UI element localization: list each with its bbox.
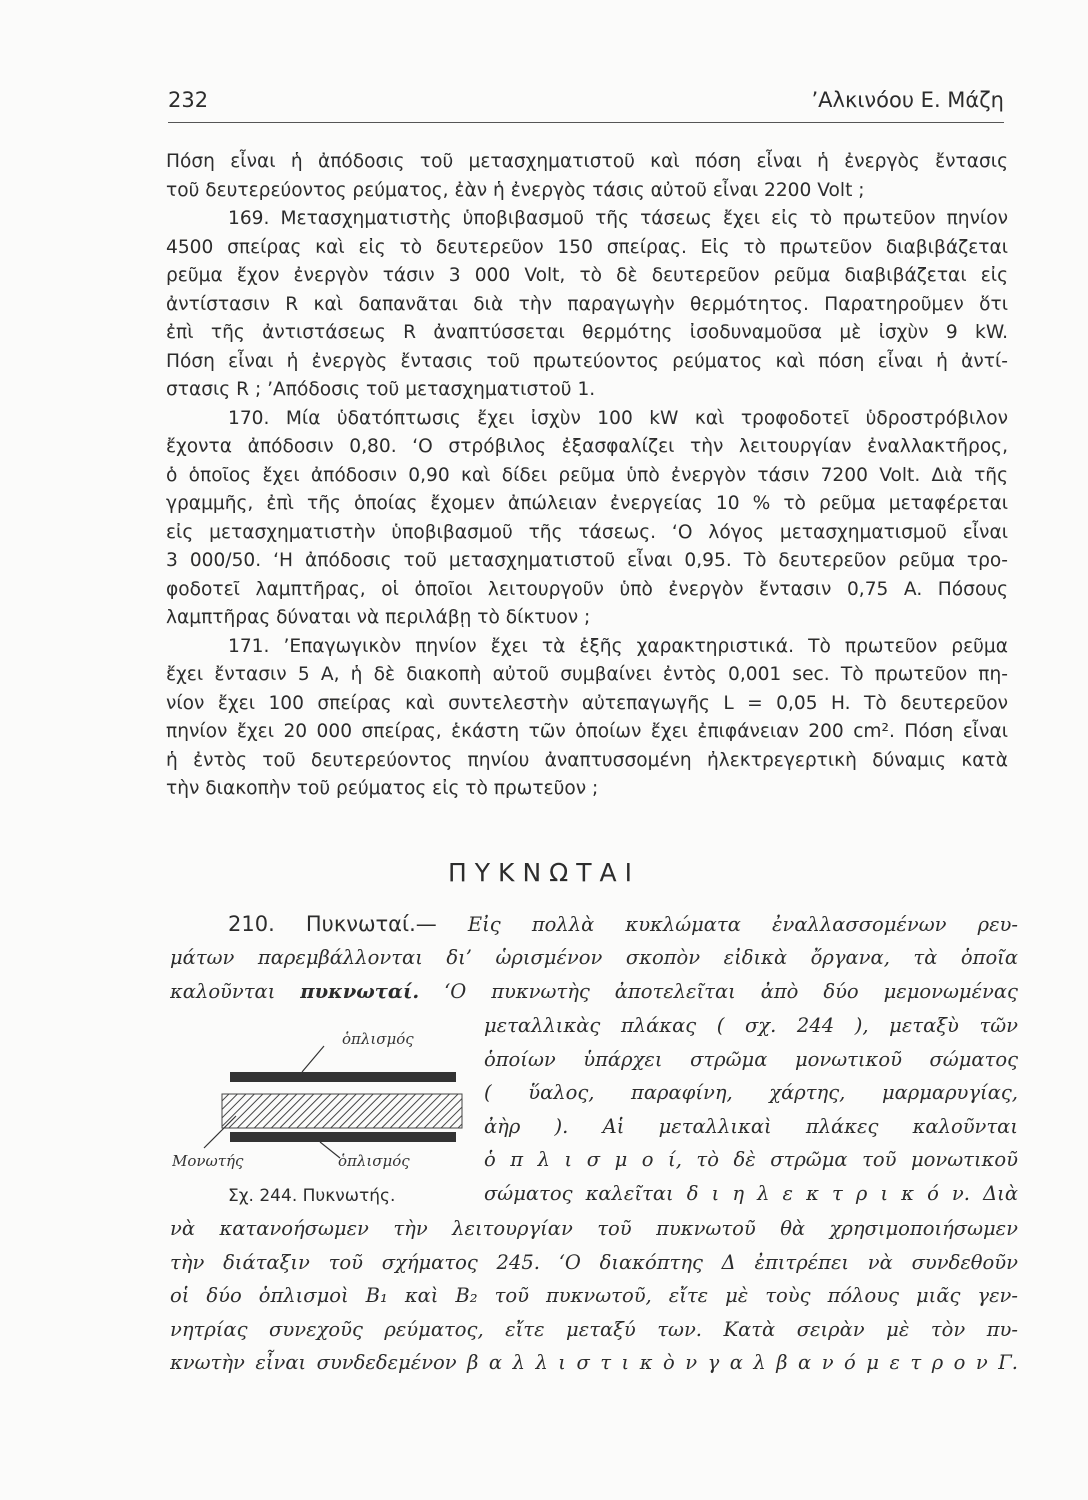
text-line: στασις R ; ’Απόδοσις τοῦ μετασχηματιστοῦ 1. — [166, 379, 596, 400]
text-line: φοδοτεῖ λαμπτῆρας, οἱ ὁποῖοι λειτουργοῦν ὑπὸ ἐνεργὸν ἔντασιν 0,75 A. Πόσους — [166, 578, 1008, 600]
text-line: 3 000/50. ‘Η ἀπόδοσις τοῦ μετασχηματιστοῦ εἶναι 0,95. Τὸ δευτερεῦον ρεῦμα τρο- — [166, 550, 1008, 571]
label-upper-plate: ὁπλισμός — [342, 1030, 414, 1048]
header-rule — [168, 122, 1004, 123]
exercise-171: 171. ’Επαγωγικὸν πηνίον ἔχει τὰ ἑξῆς χαρακτηριστικά. Τὸ πρωτεῦον ρεῦμα — [228, 635, 1008, 657]
text-line: τὴν διακοπὴν τοῦ ρεύματος εἰς τὸ πρωτεῦον ; — [166, 778, 599, 799]
page-header — [168, 84, 1004, 118]
section-heading: Πυκνωταί.— — [305, 912, 437, 936]
text-line: ἡ ἐντὸς τοῦ δευτερεύοντος πηνίου ἀναπτυσσομένη ἠλεκτρεγερτικὴ δύναμις κατὰ — [166, 749, 1008, 771]
text-line: τοῦ δευτερεύοντος ρεύματος, ἐὰν ἡ ἐνεργὸς τάσις αὐτοῦ εἶναι 2200 Volt ; — [166, 179, 865, 201]
text-line: ἔχει ἔντασιν 5 A, ἡ δὲ διακοπὴ αὐτοῦ συμβαίνει ἐντὸς 0,001 sec. Τὸ πρωτεῦον πη- — [166, 664, 1008, 685]
term-pyknotai: πυκνωταί. — [300, 979, 420, 1003]
lower-plate — [230, 1132, 456, 1142]
text-line: ( ὕαλος, παραφίνη, χάρτης, μαρμαρυγίας, — [484, 1081, 1018, 1104]
dielectric — [222, 1094, 462, 1128]
text-line: νὰ κατανοήσωμεν τὴν λειτουργίαν τοῦ πυκνωτοῦ θὰ χρησιμοποιήσωμεν — [170, 1217, 1018, 1240]
text-line: μάτων παρεμβάλλονται δι’ ὡρισμένον σκοπὸν εἰδικὰ ὄργανα, τὰ ὁποῖα — [170, 946, 1018, 969]
text-line: νίον ἔχει 100 σπείρας καὶ συντελεστὴν αὐτεπαγωγῆς L = 0,05 H. Τὸ δευτερεῦον — [166, 692, 1008, 714]
text-line: ἐπὶ τῆς ἀντιστάσεως R ἀναπτύσσεται θερμότης ἰσοδυναμοῦσα μὲ ἰσχὺν 9 kW. — [166, 322, 1008, 343]
text-fragment: ‘Ο πυκνωτὴς ἀποτελεῖται ἀπὸ δύο μεμονωμένας — [444, 979, 1018, 1003]
text-line: ἔχοντα ἀπόδοσιν 0,80. ‘Ο στρόβιλος ἐξασφαλίζει τὴν λειτουργίαν ἐναλλακτῆρος, — [166, 436, 1008, 457]
section-210-intro — [228, 908, 1018, 942]
text-line: νητρίας συνεχοῦς ρεύματος, εἴτε μεταξύ των. Κατὰ σειρὰν μὲ τὸν πυ- — [170, 1317, 1018, 1341]
text-line: λαμπτῆρας δύναται νὰ περιλάβῃ τὸ δίκτυον ; — [166, 607, 591, 628]
text-line: μεταλλικὰς πλάκας ( σχ. 244 ), μεταξὺ τῶν — [484, 1014, 1018, 1037]
text-line: 4500 σπείρας καὶ εἰς τὸ δευτερεῦον 150 σπείρας. Εἰς τὸ πρωτεῦον διαβιβάζεται — [166, 236, 1008, 258]
section-title: ΠΥΚΝΩΤΑΙ — [447, 858, 640, 887]
text-line: οἱ δύο ὁπλισμοὶ B₁ καὶ B₂ τοῦ πυκνωτοῦ, εἴτε μὲ τοὺς πόλους μιᾶς γεν- — [170, 1284, 1018, 1307]
wrapped-text — [484, 1009, 1018, 1210]
text-line: ἀὴρ ). Αἱ μεταλλικαὶ πλάκες καλοῦνται — [484, 1114, 1018, 1138]
leader-line — [302, 1046, 324, 1072]
figure-caption: Σχ. 244. Πυκνωτής. — [228, 1186, 396, 1206]
label-lower-plate: ὁπλισμός — [338, 1152, 410, 1170]
closing-text — [170, 1212, 1018, 1380]
text-line: ὁ π λ ι σ μ ο ί, τὸ δὲ στρῶμα τοῦ μονωτικοῦ — [484, 1148, 1018, 1171]
text-line: κνωτὴν εἶναι συνδεδεμένον β α λ λ ι σ τ ι κ ὸ ν γ α λ β α ν ό μ ε τ ρ ο ν Γ. — [170, 1351, 1018, 1374]
text-line: τὴν διάταξιν τοῦ σχήματος 245. ‘Ο διακόπτης Δ ἐπιτρέπει νὰ συνδεθοῦν — [170, 1250, 1018, 1274]
text-line — [170, 975, 1018, 1009]
leader-line — [320, 1142, 340, 1158]
upper-plate — [230, 1072, 456, 1082]
text-line: ἀντίστασιν R καὶ δαπανᾶται διὰ τὴν παραγωγὴν θερμότητος. Παρατηροῦμεν ὅτι — [166, 293, 1008, 315]
label-insulator: Μονωτής — [172, 1152, 244, 1170]
text-line: Πόση εἶναι ἡ ἀπόδοσις τοῦ μετασχηματιστοῦ καὶ πόση εἶναι ἡ ἐνεργὸς ἔντασις — [166, 151, 1008, 172]
text-line: Πόση εἶναι ἡ ἐνεργὸς ἔντασις τοῦ πρωτεύοντος ρεύματος καὶ πόση εἶναι ἡ ἀντί- — [166, 350, 1008, 372]
capacitor-figure — [172, 1006, 472, 1216]
text-line: εἰς μετασχηματιστὴν ὑποβιβασμοῦ τῆς τάσεως. ‘Ο λόγος μετασχηματισμοῦ εἶναι — [166, 521, 1008, 543]
text-line — [228, 908, 1018, 942]
text-line: ρεῦμα ἔχον ἐνεργὸν τάσιν 3 000 Volt, τὸ δὲ δευτερεῦον ρεῦμα διαβιβάζεται εἰς — [166, 265, 1008, 286]
text-line: γραμμῆς, ἐπὶ τῆς ὁποίας ἔχομεν ἀπώλειαν ἐνεργείας 10 % τὸ ρεῦμα μεταφέρεται — [166, 493, 1008, 514]
exercise-170: 170. Μία ὑδατόπτωσις ἔχει ἰσχὺν 100 kW καὶ τροφοδοτεῖ ὑδροστρόβιλον — [228, 407, 1008, 429]
text-line: πηνίον ἔχει 20 000 σπείρας, ἑκάστη τῶν ὁποίων ἔχει ἐπιφάνειαν 200 cm². Πόση εἶναι — [166, 721, 1008, 742]
text-fragment: καλοῦνται — [170, 979, 276, 1003]
capacitor-diagram — [172, 1006, 472, 1216]
page-number: 232 — [168, 88, 209, 112]
text-fragment: Εἰς πολλὰ κυκλώματα ἐναλλασσομένων ρευ- — [467, 913, 1018, 936]
running-head: ’Αλκινόου Ε. Μάζη — [811, 88, 1004, 112]
exercise-169: 169. Μετασχηματιστὴς ὑποβιβασμοῦ τῆς τάσεως ἔχει εἰς τὸ πρωτεῦον πηνίον — [228, 208, 1008, 229]
exercise-text — [166, 148, 1008, 804]
text-line: ὁ ὁποῖος ἔχει ἀπόδοσιν 0,90 καὶ δίδει ρεῦμα ὑπὸ ἐνεργὸν τάσιν 7200 Volt. Διὰ τῆς — [166, 464, 1008, 486]
text-line: ὁποίων ὑπάρχει στρῶμα μονωτικοῦ σώματος — [484, 1047, 1018, 1071]
section-210-lines — [170, 941, 1018, 1008]
section-number: 210. — [228, 912, 275, 936]
text-line: σώματος καλεῖται δ ι η λ ε κ τ ρ ι κ ό ν. Διὰ — [484, 1181, 1018, 1205]
